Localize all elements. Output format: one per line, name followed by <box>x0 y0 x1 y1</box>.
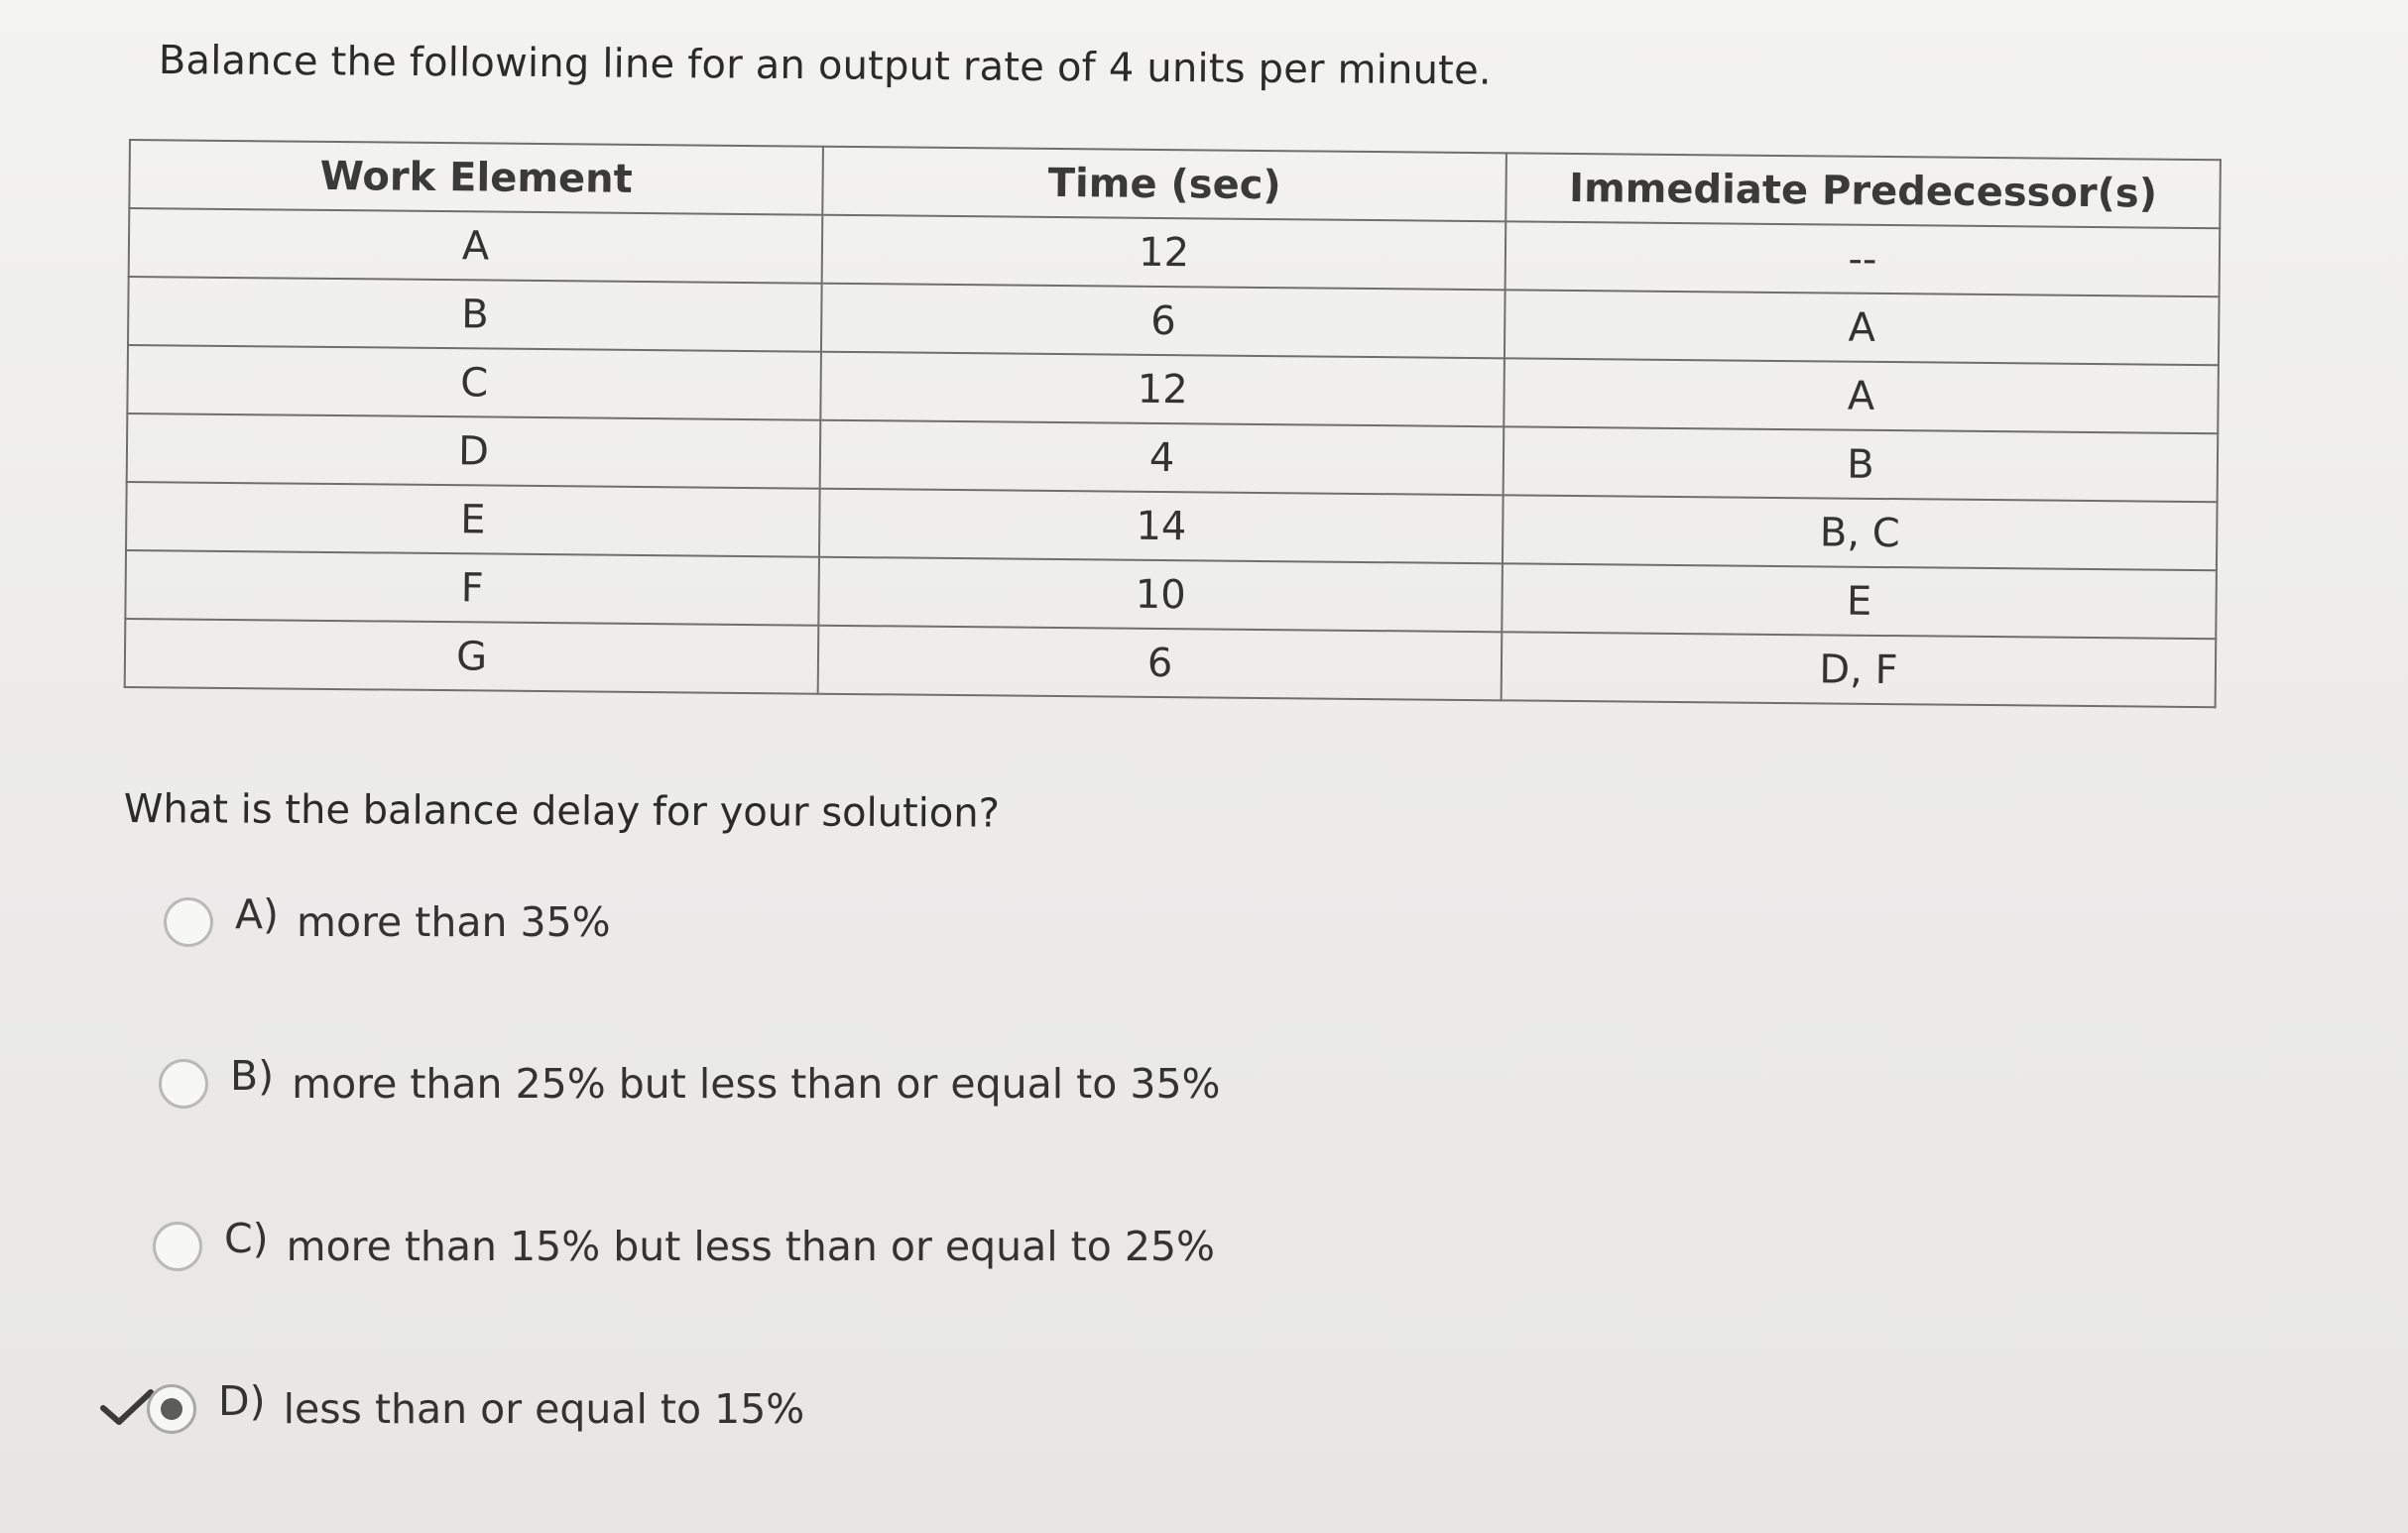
radio-button-icon[interactable] <box>153 1222 202 1271</box>
cell-time: 4 <box>820 420 1504 496</box>
option-letter: C) <box>224 1215 269 1262</box>
option-letter: A) <box>235 890 280 938</box>
cell-element: B <box>128 277 822 352</box>
work-element-table <box>124 139 2222 708</box>
cell-element: C <box>127 345 821 420</box>
option-b[interactable] <box>159 1052 1221 1109</box>
selected-dot-icon <box>161 1398 182 1420</box>
option-text: more than 35% <box>297 898 611 946</box>
option-d[interactable] <box>147 1377 805 1434</box>
cell-element: A <box>129 208 823 284</box>
cell-predecessor: B <box>1504 426 2219 502</box>
cell-predecessor: A <box>1505 290 2220 365</box>
cell-time: 10 <box>819 557 1503 633</box>
cell-predecessor: A <box>1504 358 2219 433</box>
radio-button-icon[interactable] <box>159 1059 208 1109</box>
option-letter: B) <box>230 1052 275 1100</box>
option-text: more than 15% but less than or equal to 25% <box>286 1223 1215 1270</box>
radio-button-icon[interactable] <box>147 1384 196 1434</box>
cell-element: F <box>125 550 819 626</box>
cell-predecessor: E <box>1502 563 2217 639</box>
work-element-table-container <box>124 139 2222 708</box>
cell-predecessor: -- <box>1505 221 2221 296</box>
cell-element: G <box>125 619 819 694</box>
header-predecessors: Immediate Predecessor(s) <box>1505 153 2221 228</box>
cell-element: E <box>126 482 820 557</box>
option-text: more than 25% but less than or equal to 35% <box>292 1060 1221 1108</box>
cell-predecessor: D, F <box>1502 632 2217 707</box>
balance-delay-question: What is the balance delay for your solution? <box>123 786 1001 837</box>
question-prompt: Balance the following line for an output rate of 4 units per minute. <box>158 38 1492 94</box>
option-c[interactable] <box>153 1215 1215 1271</box>
header-time: Time (sec) <box>822 147 1505 222</box>
option-text: less than or equal to 15% <box>283 1385 805 1433</box>
cell-time: 6 <box>821 284 1505 359</box>
cell-time: 12 <box>821 352 1505 427</box>
cell-time: 6 <box>818 626 1502 701</box>
option-letter: D) <box>218 1377 266 1425</box>
header-work-element: Work Element <box>129 140 823 215</box>
cell-predecessor: B, C <box>1503 495 2218 570</box>
cell-time: 12 <box>822 215 1505 291</box>
cell-time: 14 <box>819 489 1503 564</box>
radio-button-icon[interactable] <box>164 897 213 947</box>
option-a[interactable] <box>164 890 611 947</box>
cell-element: D <box>127 413 821 489</box>
